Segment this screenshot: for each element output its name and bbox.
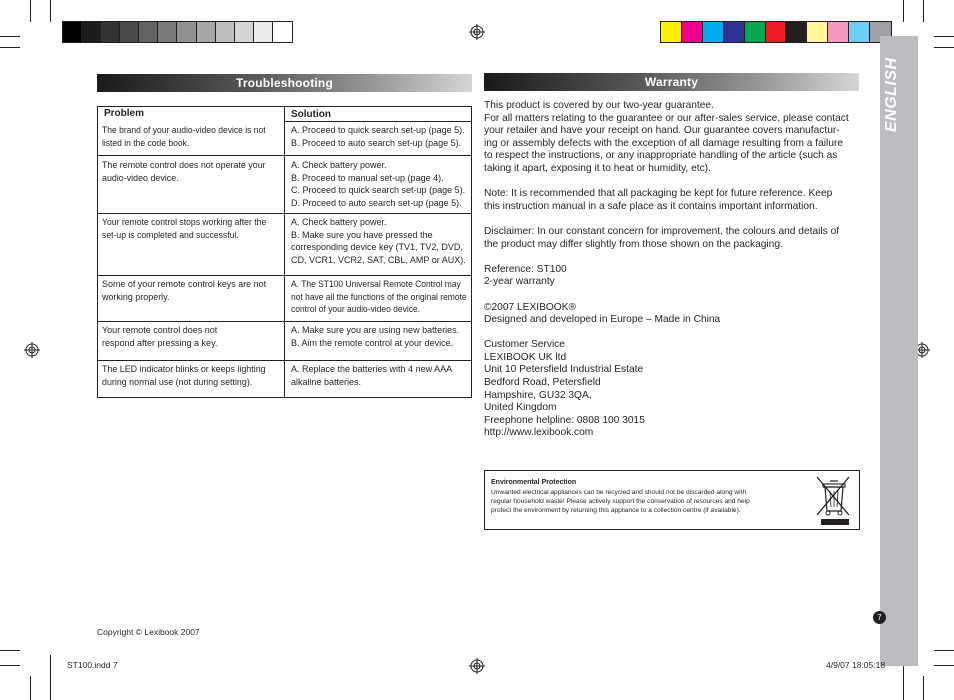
- language-side-tab: [880, 36, 918, 666]
- table-cell-line: alkaline batteries.: [291, 376, 362, 387]
- table-cell-solution: [291, 278, 467, 316]
- table-cell-line: CD, VCR1, VCR2, SAT, CBL, AMP or AUX).: [291, 254, 466, 265]
- color-swatch: [766, 22, 787, 42]
- table-cell-problem: [102, 124, 266, 149]
- warranty-text: [484, 100, 864, 453]
- warranty-paragraph: [484, 339, 864, 440]
- table-cell-line: The remote control does not operate your: [102, 160, 266, 170]
- warranty-line: this instruction manual in a safe place as it contains important information.: [484, 200, 818, 212]
- table-cell-line: control of your audio-video device.: [291, 304, 421, 314]
- registration-mark-icon: [469, 658, 485, 674]
- warranty-header: Warranty: [484, 73, 859, 91]
- crop-mark: [50, 0, 51, 22]
- environmental-title: Environmental Protection: [491, 479, 577, 486]
- table-cell-line: A. Check battery power.: [291, 217, 387, 227]
- color-swatch: [273, 22, 292, 42]
- color-swatch: [254, 22, 273, 42]
- color-swatch: [828, 22, 849, 42]
- environmental-line: regular household waste! Please actively support the conservation of resources and help: [491, 498, 750, 505]
- environmental-line: Unwanted electrical appliances can be recycled and should not be discarded along with: [491, 489, 747, 496]
- table-cell-line: corresponding device key (TV1, TV2, DVD,: [291, 242, 463, 252]
- crop-mark: [934, 650, 954, 651]
- warranty-paragraph: [484, 188, 864, 213]
- table-cell-line: not have all the functions of the original remote: [291, 291, 467, 302]
- warranty-line: LEXIBOOK UK ltd: [484, 351, 567, 363]
- crop-mark: [50, 655, 51, 700]
- table-cell-problem: [102, 159, 266, 184]
- crop-mark: [0, 36, 20, 37]
- copyright-text: Copyright © Lexibook 2007: [97, 627, 200, 637]
- table-cell-line: Your remote control stops working after the: [102, 217, 267, 227]
- table-cell-line: respond after pressing a key.: [102, 337, 218, 348]
- table-cell-line: B. Proceed to auto search set-up (page 5).: [291, 137, 462, 148]
- warranty-paragraph: [484, 302, 864, 327]
- warranty-line: to respect the instructions, or any inappropriate handling of the article (such as: [484, 150, 838, 162]
- crop-mark: [934, 665, 954, 666]
- table-cell-line: A. Make sure you are using new batteries.: [291, 325, 460, 335]
- table-cell-solution: [291, 159, 465, 209]
- warranty-line: ing or assembly defects with the exception of all damage resulting from a failure: [484, 137, 844, 149]
- table-cell-line: A. Check battery power.: [291, 160, 387, 170]
- language-label: ENGLISH: [883, 57, 900, 132]
- page-number: 7: [873, 611, 886, 624]
- table-cell-line: A. The ST100 Universal Remote Control may: [291, 279, 461, 289]
- color-swatch: [661, 22, 682, 42]
- crop-mark: [934, 36, 954, 37]
- table-cell-line: audio-video device.: [102, 172, 179, 183]
- table-cell-line: Your remote control does not: [102, 325, 218, 335]
- warranty-line: Note: It is recommended that all packaging be kept for future reference. Keep: [484, 188, 833, 200]
- registration-mark-icon: [469, 24, 485, 40]
- crop-mark: [30, 676, 31, 700]
- table-cell-line: working properly.: [102, 291, 170, 302]
- color-swatch: [197, 22, 216, 42]
- table-cell-problem: [102, 324, 217, 349]
- warranty-line: Bedford Road, Petersfield: [484, 377, 601, 389]
- warranty-line: Hampshire, GU32 3QA,: [484, 389, 592, 401]
- file-slug: ST100.indd 7: [67, 660, 118, 670]
- warranty-line: http://www.lexibook.com: [484, 427, 594, 439]
- warranty-line: 2-year warranty: [484, 276, 555, 288]
- crop-mark: [934, 47, 954, 48]
- crop-mark: [903, 0, 904, 22]
- table-cell-line: B. Proceed to manual set-up (page 4).: [291, 172, 444, 183]
- color-swatch: [849, 22, 870, 42]
- table-cell-line: The LED indicator blinks or keeps lighting: [102, 364, 266, 374]
- crop-mark: [923, 0, 924, 22]
- warranty-paragraph: [484, 264, 864, 289]
- table-cell-solution: [291, 363, 452, 388]
- warranty-line: the product may differ slightly from those shown on the packaging.: [484, 238, 783, 250]
- table-cell-line: A. Replace the batteries with 4 new AAA: [291, 364, 453, 374]
- color-swatch: [235, 22, 254, 42]
- color-swatch: [216, 22, 235, 42]
- table-cell-line: B. Make sure you have pressed the: [291, 229, 433, 240]
- color-swatch: [682, 22, 703, 42]
- process-color-bar: [660, 21, 892, 43]
- warranty-paragraph: [484, 226, 864, 251]
- table-cell-line: Some of your remote control keys are not: [102, 279, 267, 289]
- table-cell-line: listed in the code book.: [102, 137, 190, 148]
- color-swatch: [807, 22, 828, 42]
- table-cell-line: B. Aim the remote control at your device.: [291, 337, 454, 348]
- environmental-text: [491, 488, 803, 515]
- color-swatch: [158, 22, 177, 42]
- color-swatch: [177, 22, 196, 42]
- table-cell-line: D. Proceed to auto search set-up (page 5).: [291, 197, 462, 208]
- color-swatch: [101, 22, 120, 42]
- environmental-line: protect the environment by returning this appliance to a collection centre (if available).: [491, 507, 741, 514]
- registration-mark-icon: [24, 342, 40, 358]
- warranty-line: Designed and developed in Europe – Made in China: [484, 314, 721, 326]
- table-cell-line: The brand of your audio-video device is not: [102, 125, 266, 135]
- table-cell-problem: [102, 278, 266, 303]
- color-swatch: [120, 22, 139, 42]
- warranty-line: Freephone helpline: 0808 100 3015: [484, 414, 645, 426]
- column-header-solution: Solution: [291, 109, 331, 120]
- warranty-line: Unit 10 Petersfield Industrial Estate: [484, 364, 644, 376]
- color-swatch: [139, 22, 158, 42]
- column-header-problem: Problem: [104, 108, 145, 119]
- color-swatch: [786, 22, 807, 42]
- table-cell-line: C. Proceed to quick search set-up (page 5).: [291, 185, 466, 195]
- grayscale-color-bar: [62, 21, 293, 43]
- crop-mark: [30, 0, 31, 22]
- crossed-out-wheelie-bin-icon: [815, 475, 853, 527]
- warranty-line: taking it apart, exposing it to heat or humidity, etc).: [484, 162, 711, 174]
- color-swatch: [82, 22, 101, 42]
- color-swatch: [724, 22, 745, 42]
- warranty-line: your retailer and have your receipt on hand. Our guarantee covers manufactur-: [484, 125, 840, 137]
- warranty-line: For all matters relating to the guarantee or our after-sales service, please contact: [484, 112, 849, 124]
- color-swatch: [745, 22, 766, 42]
- crop-mark: [0, 665, 20, 666]
- warranty-line: ©2007 LEXIBOOK®: [484, 301, 577, 313]
- table-cell-problem: [102, 216, 266, 241]
- troubleshooting-header: Troubleshooting: [97, 74, 472, 92]
- troubleshooting-table: [97, 106, 472, 398]
- warranty-line: Disclaimer: In our constant concern for improvement, the colours and details of: [484, 225, 840, 237]
- crop-mark: [0, 47, 20, 48]
- color-swatch: [703, 22, 724, 42]
- table-cell-problem: [102, 363, 266, 388]
- crop-mark: [923, 676, 924, 700]
- table-cell-solution: [291, 124, 465, 149]
- warranty-line: Customer Service: [484, 339, 565, 351]
- table-cell-line: set-up is completed and successful.: [102, 229, 239, 240]
- warranty-line: This product is covered by our two-year guarantee.: [484, 100, 714, 111]
- table-cell-line: during normal use (not during setting).: [102, 376, 253, 387]
- warranty-paragraph: [484, 100, 864, 176]
- color-swatch: [63, 22, 82, 42]
- warranty-line: United Kingdom: [484, 402, 557, 414]
- crop-mark: [0, 650, 20, 651]
- table-cell-solution: [291, 216, 466, 266]
- print-timestamp: 4/9/07 18:05:18: [826, 660, 886, 670]
- table-cell-line: A. Proceed to quick search set-up (page 5).: [291, 125, 465, 135]
- environmental-protection-box: [484, 470, 860, 530]
- warranty-line: Reference: ST100: [484, 263, 567, 275]
- table-cell-solution: [291, 324, 459, 349]
